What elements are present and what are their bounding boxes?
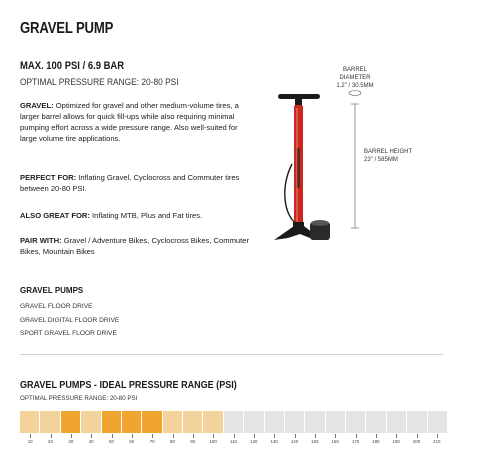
floor-pump-image: [270, 88, 380, 258]
barrel-height-label: BARREL HEIGHT: [364, 149, 413, 155]
range-cell: [366, 411, 385, 433]
range-cell: [224, 411, 243, 433]
pump-list-item[interactable]: SPORT GRAVEL FLOOR DRIVE: [20, 330, 117, 337]
section-divider: [20, 354, 443, 355]
range-cell: [81, 411, 100, 433]
gravel-pumps-list: [20, 301, 119, 342]
range-cell: [244, 411, 263, 433]
range-tick-label: 50: [109, 439, 114, 444]
barrel-diameter-marker: [349, 91, 361, 96]
pressure-range-ticks: [20, 434, 447, 446]
range-cell: [407, 411, 426, 433]
range-cell: [305, 411, 324, 433]
gravel-pumps-heading: GRAVEL PUMPS: [20, 286, 84, 295]
barrel-diameter-label: BARREL DIAMETER: [339, 67, 371, 81]
range-tick-label: 60: [129, 439, 135, 444]
optimal-range: OPTIMAL PRESSURE RANGE: 20-80 PSI: [20, 77, 179, 88]
range-tick-label: 110: [230, 439, 237, 444]
range-cell: [265, 411, 284, 433]
range-tick-label: 70: [149, 439, 155, 444]
pump-list-item[interactable]: GRAVEL DIGITAL FLOOR DRIVE: [20, 316, 120, 324]
barrel-diameter: [330, 66, 380, 90]
also-great-description: [20, 210, 255, 221]
gravel-text: Optimized for gravel and other medium-volume tires, a larger barrel allows for quick fill-ups while also requiring minimal pumping effort across a wide pressure range. Also well-suited for large volume tire applications.: [20, 101, 239, 143]
pair-with-label: PAIR WITH:: [20, 236, 62, 245]
range-tick-label: 40: [88, 439, 94, 444]
pressure-range-bar: [20, 411, 447, 433]
range-cell: [285, 411, 304, 433]
also-great-text: Inflating MTB, Plus and Fat tires.: [89, 211, 203, 220]
range-cell: [20, 411, 39, 433]
barrel-diameter-value: 1.2" / 30.5MM: [336, 83, 374, 89]
range-cell: [326, 411, 345, 433]
gravel-description: [20, 100, 255, 144]
range-tick-label: 150: [311, 439, 319, 444]
max-pressure: MAX. 100 PSI / 6.9 BAR: [20, 60, 125, 72]
gravel-label: GRAVEL:: [20, 101, 54, 110]
range-cell: [346, 411, 365, 433]
range-tick-label: 190: [392, 439, 400, 444]
range-tick-label: 100: [209, 439, 217, 444]
range-cell: [428, 411, 447, 433]
pair-with-description: [20, 235, 255, 257]
range-cell: [102, 411, 121, 433]
range-cell: [387, 411, 406, 433]
range-cell: [203, 411, 222, 433]
range-tick-label: 140: [290, 439, 299, 444]
range-tick-label: 160: [331, 439, 339, 444]
pump-base: [274, 226, 314, 240]
range-cell: [183, 411, 202, 433]
range-tick-label: 10: [27, 439, 33, 444]
range-tick-label: 180: [372, 439, 380, 444]
range-subheading: OPTIMAL PRESSURE RANGE: 20-80 PSI: [20, 395, 138, 402]
range-tick-label: 20: [48, 439, 53, 444]
perfect-for-label: PERFECT FOR:: [20, 173, 77, 182]
range-tick-label: 130: [270, 439, 278, 444]
range-tick-label: 200: [412, 439, 421, 444]
also-great-label: ALSO GREAT FOR:: [20, 211, 90, 220]
range-tick-label: 30: [68, 439, 74, 444]
range-tick-label: 120: [250, 439, 258, 444]
range-tick-label: 170: [351, 439, 360, 444]
barrel-height-value: 23" / 585MM: [364, 157, 398, 163]
range-tick-label: 90: [190, 439, 196, 444]
page-title: GRAVEL PUMP: [20, 20, 114, 37]
range-heading: GRAVEL PUMPS - IDEAL PRESSURE RANGE (PSI): [20, 379, 237, 391]
pump-list-item[interactable]: GRAVEL FLOOR DRIVE: [20, 303, 93, 310]
range-tick-label: 210: [433, 439, 441, 444]
range-cell: [163, 411, 182, 433]
perfect-for-text: Inflating Gravel, Cyclocross and Commuter tires between 20-80 PSI.: [20, 173, 240, 193]
pair-with-text: Gravel / Adventure Bikes, Cyclocross Bikes, Commuter Bikes, Mountain Bikes: [20, 236, 249, 256]
range-cell: [40, 411, 59, 433]
range-cell: [61, 411, 80, 433]
perfect-for-description: [20, 172, 255, 194]
range-cell: [142, 411, 161, 433]
range-cell: [122, 411, 141, 433]
range-tick-label: 80: [170, 439, 175, 444]
